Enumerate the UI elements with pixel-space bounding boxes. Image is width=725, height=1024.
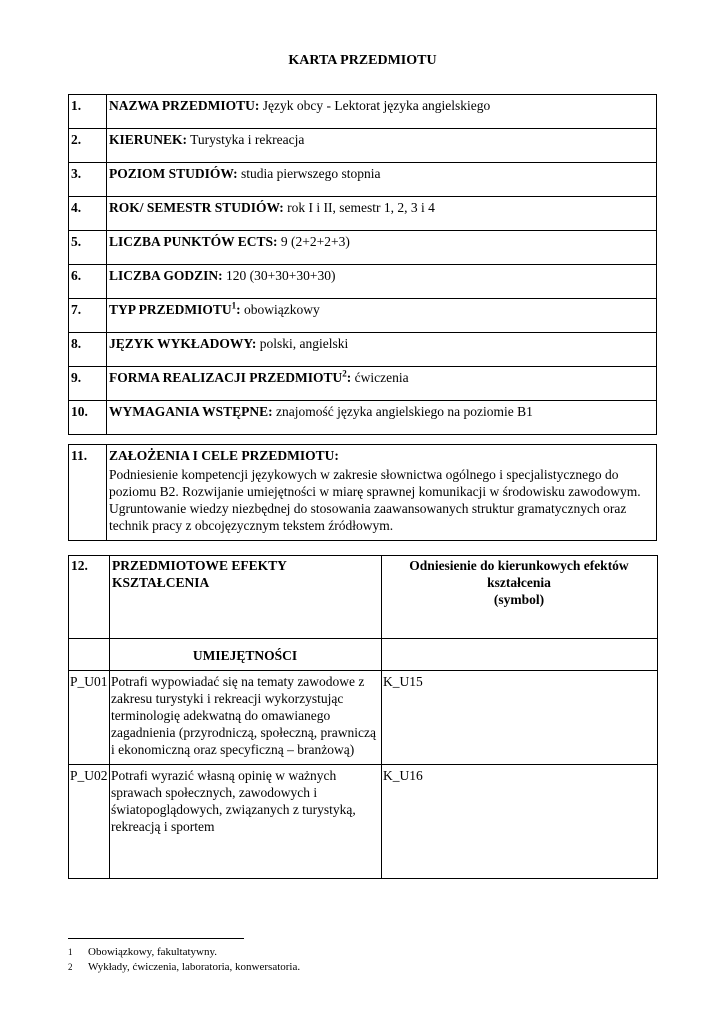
row-content xyxy=(107,333,657,367)
row-number: 6. xyxy=(69,265,107,299)
section-heading: ZAŁOŻENIA I CELE PRZEDMIOTU: xyxy=(107,445,657,465)
info-row xyxy=(69,265,657,299)
row-value: : ćwiczenia xyxy=(346,370,409,385)
row-value: 9 (2+2+2+3) xyxy=(277,234,350,249)
row-label: LICZBA GODZIN: xyxy=(109,268,223,283)
effect-code: P_U01 xyxy=(69,671,110,765)
row-number: 1. xyxy=(69,95,107,129)
row-content xyxy=(107,231,657,265)
row-label: WYMAGANIA WSTĘPNE: xyxy=(109,404,273,419)
document-title: KARTA PRZEDMIOTU xyxy=(288,53,437,68)
row-label: POZIOM STUDIÓW: xyxy=(109,166,238,181)
row-content xyxy=(107,129,657,163)
row-content xyxy=(107,367,657,401)
row-value: 120 (30+30+30+30) xyxy=(222,268,336,283)
info-row xyxy=(69,333,657,367)
row-number: 10. xyxy=(69,401,107,435)
row-value: : obowiązkowy xyxy=(236,302,320,317)
info-row xyxy=(69,401,657,435)
course-info-table xyxy=(68,94,657,435)
row-content xyxy=(107,265,657,299)
outcomes-header: PRZEDMIOTOWE EFEKTY KSZTAŁCENIA xyxy=(110,556,382,639)
effect-code: P_U02 xyxy=(69,765,110,879)
info-row xyxy=(69,197,657,231)
skills-subheader: UMIEJĘTNOŚCI xyxy=(110,639,382,671)
row-number: 2. xyxy=(69,129,107,163)
footnote-1: 1 Obowiązkowy, fakultatywny. xyxy=(68,946,218,958)
learning-outcomes-table xyxy=(68,555,658,879)
section-number: 12. xyxy=(69,556,110,639)
row-number: 3. xyxy=(69,163,107,197)
row-content xyxy=(107,401,657,435)
section-number: 11. xyxy=(69,445,107,465)
info-row xyxy=(69,231,657,265)
row-number: 9. xyxy=(69,367,107,401)
row-number: 7. xyxy=(69,299,107,333)
row-label: LICZBA PUNKTÓW ECTS: xyxy=(109,234,278,249)
footnote-mark: 1 xyxy=(231,300,237,311)
row-label: FORMA REALIZACJI PRZEDMIOTU xyxy=(109,370,343,385)
course-goals-text: Podniesienie kompetencji językowych w zakresie słownictwa ogólnego i specjalistycznego do poziomu B2. Rozwijanie umiejętności w miarę sprawnej komunikacji w środowisku zawodowym. Ugruntowanie wiedzy niezbędnej do stosowania zaawansowanych struktur gramatycznych oraz technik pracy z obcojęzycznym tekstem źródłowym. xyxy=(107,464,657,541)
info-row xyxy=(69,163,657,197)
row-value: rok I i II, semestr 1, 2, 3 i 4 xyxy=(283,200,435,215)
row-number: 8. xyxy=(69,333,107,367)
footnote-mark: 2 xyxy=(342,368,347,379)
row-content xyxy=(107,163,657,197)
row-content xyxy=(107,95,657,129)
footnote-separator xyxy=(68,938,244,939)
row-content xyxy=(107,299,657,333)
course-goals-table xyxy=(68,444,657,541)
info-row xyxy=(69,129,657,163)
effect-reference: K_U15 xyxy=(382,671,658,765)
effect-description: Potrafi wyrazić własną opinię w ważnych sprawach społecznych, zawodowych i światopoglądowych, związanych z turystyką, rekreacją i sportem xyxy=(110,765,382,879)
row-label: TYP PRZEDMIOTU xyxy=(109,302,232,317)
row-content xyxy=(107,197,657,231)
row-value: polski, angielski xyxy=(256,336,349,351)
row-number: 4. xyxy=(69,197,107,231)
reference-header: Odniesienie do kierunkowych efektów kształcenia (symbol) xyxy=(382,556,658,639)
info-row xyxy=(69,95,657,129)
row-value: studia pierwszego stopnia xyxy=(237,166,381,181)
row-value: Język obcy - Lektorat języka angielskiego xyxy=(259,98,491,113)
info-row xyxy=(69,367,657,401)
footnote-2: 2 Wykłady, ćwiczenia, laboratoria, konwersatoria. xyxy=(68,961,301,973)
row-value: Turystyka i rekreacja xyxy=(187,132,305,147)
info-row xyxy=(69,299,657,333)
row-label: KIERUNEK: xyxy=(109,132,188,147)
effect-description: Potrafi wypowiadać się na tematy zawodowe z zakresu turystyki i rekreacji wykorzystując terminologię adekwatną do omawianego zagadnienia (przyrodniczą, społeczną, prawniczą i ekonomiczną oraz specyficzną – branżową) xyxy=(110,671,382,765)
row-value: znajomość języka angielskiego na poziomie B1 xyxy=(272,404,533,419)
row-label: JĘZYK WYKŁADOWY: xyxy=(109,336,257,351)
row-label: NAZWA PRZEDMIOTU: xyxy=(109,98,260,113)
row-number: 5. xyxy=(69,231,107,265)
row-label: ROK/ SEMESTR STUDIÓW: xyxy=(109,200,284,215)
effect-reference: K_U16 xyxy=(382,765,658,879)
